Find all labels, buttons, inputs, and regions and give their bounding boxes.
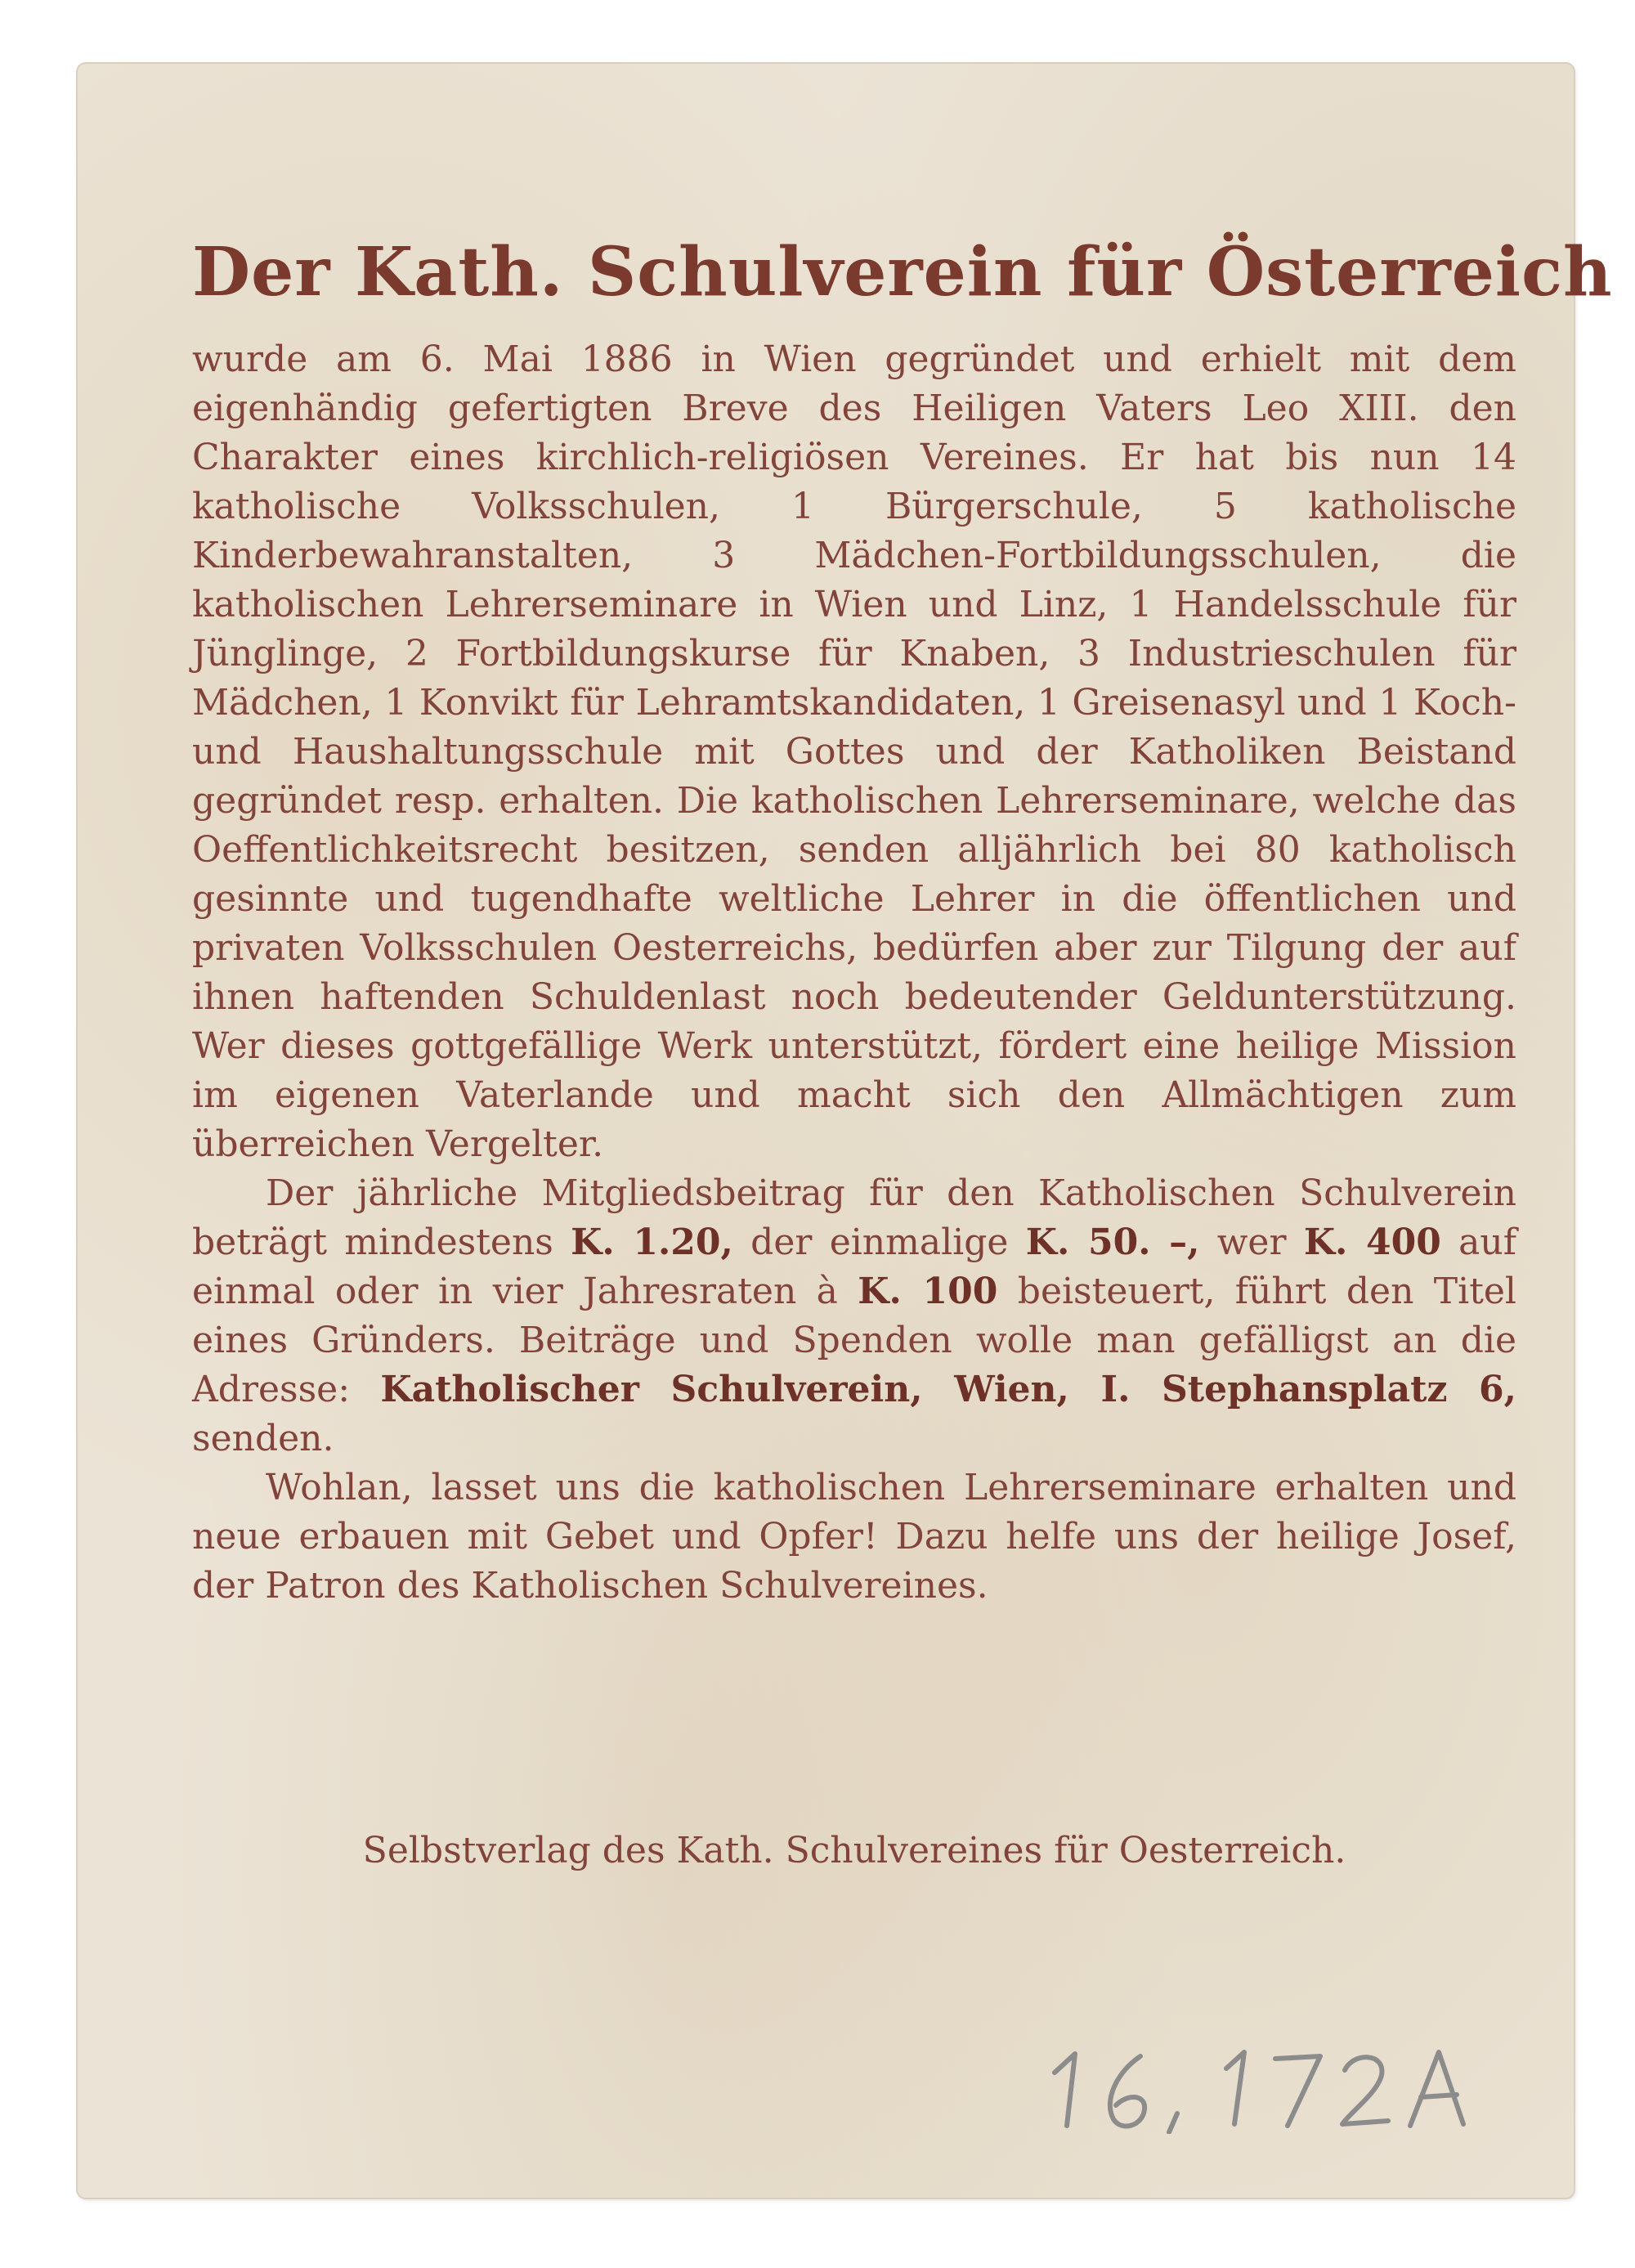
membership-text-2: der einmalige [732,1221,1026,1263]
membership-text-6: senden. [192,1418,334,1459]
imprint: Selbstverlag des Kath. Schulvereines für Oesterreich. [362,1830,1346,1871]
membership-text-1: Der jährliche Mitgliedsbeitrag für den Katholischen Schulverein beträgt mindestens [192,1172,1516,1263]
paragraph-membership [192,1169,1516,1463]
membership-text-3: wer [1199,1221,1304,1263]
membership-text-5: beisteuert, führt den Titel eines Gründers. Beiträge und Spenden wolle man gefälligst an die Adresse: [192,1271,1516,1410]
body-text [192,335,1516,1611]
handwritten-inventory-number [1038,2036,1545,2134]
membership-text-4: auf einmal oder in vier Jahresraten à [192,1221,1517,1312]
fee-annual: K. 1.20, [571,1221,733,1263]
paragraph-appeal: Wohlan, lasset uns die katholischen Lehrerseminare erhalten und neue erbauen mit Gebet und Opfer! Dazu helfe uns der heilige Josef, der Patron des Katholischen Schulvereines. [192,1467,1516,1607]
address: Katholischer Schulverein, Wien, I. Stephansplatz 6, [380,1369,1516,1410]
fee-founder: K. 400 [1303,1221,1441,1263]
fee-one-time: K. 50. –, [1025,1221,1200,1263]
paragraph-history: wurde am 6. Mai 1886 in Wien gegründet und erhielt mit dem eigenhändig gefertigten Breve des Heiligen Vaters Leo XIII. den Charakter eines kirchlich-religiösen Vereines. Er hat bis nun 14 katholische Volksschulen, 1 Bürgerschule, 5 katholische Kinderbewahranstalten, 3 Mädchen-Fortbildungsschulen, die katholischen Lehrerseminare in Wien und Linz, 1 Handelsschule für Jünglinge, 2 Fortbildungskurse für Knaben, 3 Industrieschulen für Mädchen, 1 Konvikt für Lehramtskandidaten, 1 Greisenasyl und 1 Koch- und Haushaltungsschule mit Gottes und der Katholiken Beistand gegründet resp. erhalten. Die katholischen Lehrerseminare, welche das Oeffentlichkeitsrecht besitzen, senden alljährlich bei 80 katholisch gesinnte und tugendhafte weltliche Lehrer in die öffentlichen und privaten Volksschulen Oesterreichs, bedürfen aber zur Tilgung der auf ihnen haftenden Schuldenlast noch bedeutender Geldunterstützung. Wer dieses gottgefällige Werk unterstützt, fördert eine heilige Mission im eigenen Vaterlande und macht sich den Allmächtigen zum überreichen Vergelter. [192,338,1516,1165]
handwritten-number-drawing [1038,2036,1545,2134]
fee-installment: K. 100 [858,1271,998,1312]
heading: Der Kath. Schulverein für Österreich [192,233,1613,312]
